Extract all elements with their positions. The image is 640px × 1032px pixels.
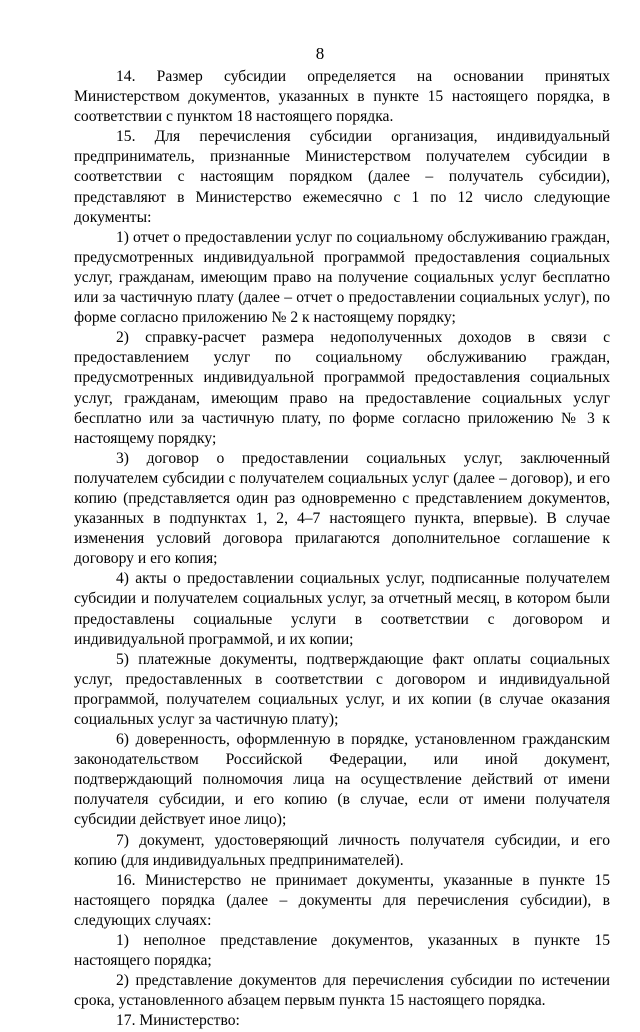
paragraph-14: 14. Размер субсидии определяется на основании принятых Министерством документов, указанных в пункте 15 настоящего порядка, в соответствии с пунктом 18 настоящего порядка.: [74, 68, 610, 126]
paragraph-16-item-2: 2) представление документов для перечисления субсидии по истечении срока, установленного абзацем первым пункта 15 настоящего порядка.: [74, 972, 610, 1010]
paragraph-15-item-1: 1) отчет о предоставлении услуг по социальному обслуживанию граждан, предусмотренных индивидуальной программой предоставления социальных услуг, гражданам, имеющим право на получение социальных услуг бесплатно или за частичную плату (далее – отчет о предоставлении социальных услуг), по форме согласно приложению № 2 к настоящему порядку;: [74, 228, 610, 327]
paragraph-17: 17. Министерство:: [116, 1012, 240, 1030]
paragraph-15: 15. Для перечисления субсидии организация, индивидуальный предприниматель, признанные Министерством получателем субсидии в соответствии с настоящим порядком (далее – получатель субсидии), представляют в Министерство ежемесячно с 1 по 12 число следующие документы:: [74, 128, 610, 226]
paragraph-16: 16. Министерство не принимает документы, указанные в пункте 15 настоящего порядка (далее – документы для перечисления субсидии), в следующих случаях:: [74, 871, 610, 929]
paragraph-15-item-4: 4) акты о предоставлении социальных услуг, подписанные получателем субсидии и получателем социальных услуг, за отчетный месяц, в котором были предоставлены социальные услуги в соответствии с договором и индивидуальной программой, и их копии;: [74, 570, 610, 648]
paragraph-15-item-2: 2) справку-расчет размера недополученных доходов в связи с предоставлением услуг по социальному обслуживанию граждан, предусмотренных индивидуальной программой предоставления социальных услуг, гражданам, имеющим право на предоставление социальных услуг бесплатно или за частичную плату, по форме согласно приложению № 3 к настоящему порядку;: [74, 329, 610, 447]
paragraph-16-item-1: 1) неполное представление документов, указанных в пункте 15 настоящего порядка;: [74, 932, 610, 970]
paragraph-15-item-6: 6) доверенность, оформленную в порядке, установленном гражданским законодательством Российской Федерации, или иной документ, подтверждающий полномочия лица на осуществление действий от имени получателя субсидии, и его копию (в случае, если от имени получателя субсидии действует иное лицо);: [74, 731, 610, 829]
paragraph-15-item-3: 3) договор о предоставлении социальных услуг, заключенный получателем субсидии с получателем социальных услуг (далее – договор), и его копию (представляется один раз одновременно с представлением документов, указанных в подпунктах 1, 2, 4–7 настоящего пункта, впервые). В случае изменения условий договора прилагаются дополнительное соглашение к договору и его копия;: [74, 449, 610, 568]
document-body: [74, 67, 610, 1032]
paragraph-15-item-5: 5) платежные документы, подтверждающие факт оплаты социальных услуг, предоставленных в соответствии с договором и индивидуальной программой, получателем социальных услуг, и их копии (в случае оказания социальных услуг за частичную плату);: [74, 650, 610, 728]
paragraph-15-item-7: 7) документ, удостоверяющий личность получателя субсидии, и его копию (для индивидуальных предпринимателей).: [74, 831, 610, 869]
page-number: 8: [315, 44, 325, 63]
